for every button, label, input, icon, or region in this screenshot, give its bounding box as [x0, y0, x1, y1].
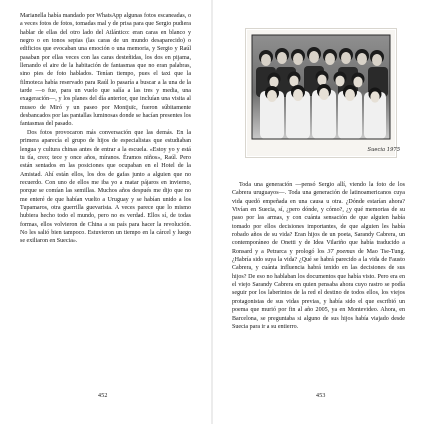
group-photograph	[245, 28, 397, 158]
paragraph	[232, 181, 405, 331]
right-page	[212, 0, 424, 424]
paragraph-text: de Mao Tse-Tung. ¿Habría sido suya la vida? ¿Qué se habrá parecido a la vida de Fausto Cabrera, y cuánta influencia habrá tenido en las decisiones de sus hijos? De eso no hablaban los documentos que había visto. Pero era en el viejo Sarandy Cabrera en quien pensaba ahora cuyo rastro se podía seguir por los laberintos de la red el destino de todos ellos, los viejos protagonistas de sus vidas previas, y había sido el que escribió un poema que murió por fin al año 2005, ya en Montevideo. Ahora, en Barcelona, se preguntaba si alguno de sus hijos había viajado desde Suecia para ir a su entierro.	[232, 248, 405, 330]
paragraph-text: Toda una generación —pensó Sergio allí, viendo la foto de los Cabrera uruguayos—. Toda una generación de latinoamericanos cuya vida quedó empeñada en una causa u otra. ¿Dónde estarían ahora? Vivían en Suecia, sí, ¿pero dónde, y cómo?, ¿y qué memorias de su paso por las armas, y con cuánta sensación de que alguien había tomado por ellos decisiones importantes, de que alguien les había robado años de su vida? Eran hijos de un poeta, Sarandy Cabrera, un contemporáneo de Onetti y de Idea Vilariño que había traducido a Ronsard y a Petrarca y prologó los	[232, 182, 405, 255]
paragraph: Dos fotos provocaron más conversación que las demás. En la primera aparecía el grupo de hijos de especialistas que estudiaban lengua y cultura chinas antes de entrar a la escuela. «Estoy yo y está tu tía, creo; tece y once años, míranos. Éramos niños», Raúl. Pero están sentados en las posiciones que ocupaban en el Hotel de la Amistad. Ahí están ellos, los dos de gafas junto a alguien que no recuerdo. Con uno de ellos me iba yo a matar pájaros en invierno, porque se comían las semillas. Muchos años después me dijo que no me enteré de que habían vuelto a Uruguay y se habían unido a los Tupamaros, otra guerrilla guevarista. A veces parece que lo mismo hubiera hecho todo el mundo, pero no es verdad. Ellos sí, de todas formas, ellos volvieron de China a su país para hacer la revolución. No les salió bien tampoco. Estuvieron un tiempo en la cárcel y luego se exiliaron en Suecia».	[20, 129, 191, 245]
group-photo-image	[246, 29, 396, 157]
page-number: 452	[98, 393, 108, 399]
photo-handwritten-caption: Suecia 1975	[367, 147, 400, 153]
book-title: 37 poemas	[327, 248, 355, 255]
page-number: 453	[316, 393, 326, 399]
left-page-body	[20, 12, 191, 246]
paragraph: Marianella había mandado por WhatsApp algunas fotos escaneadas, o a veces fotos de fotos, tomadas mal y de prisa para que Sergio pudiera hablar de ellas del otro lado del Atlántico: eran caras en blanco y negro o en tonos sepias (las caras de un mundo desaparecido) o edificios que evocaban una emoción o una memoria, y Sergio y Raúl pasaban por ellas veces con las caras desteñidas, los dos en pijama, llenando el aire de la habitación de fantasmas que no eran palabras, sino pies de foto hablados. Tenían tiempo, pues el taxi que la filmoteca había reservado para Raúl lo pasaría a buscar a la una de la tarde —o fue, para un vuelo que salía a las tres y media, una exageración—, y los planes del día anterior, que incluían una visita al museo de Miró y un paseo por Montjuïc, fueron súbitamente desbancados por las pantallas luminosas donde se hacían presentes los fantasmas del pasado.	[20, 13, 191, 128]
right-page-body	[232, 181, 405, 331]
